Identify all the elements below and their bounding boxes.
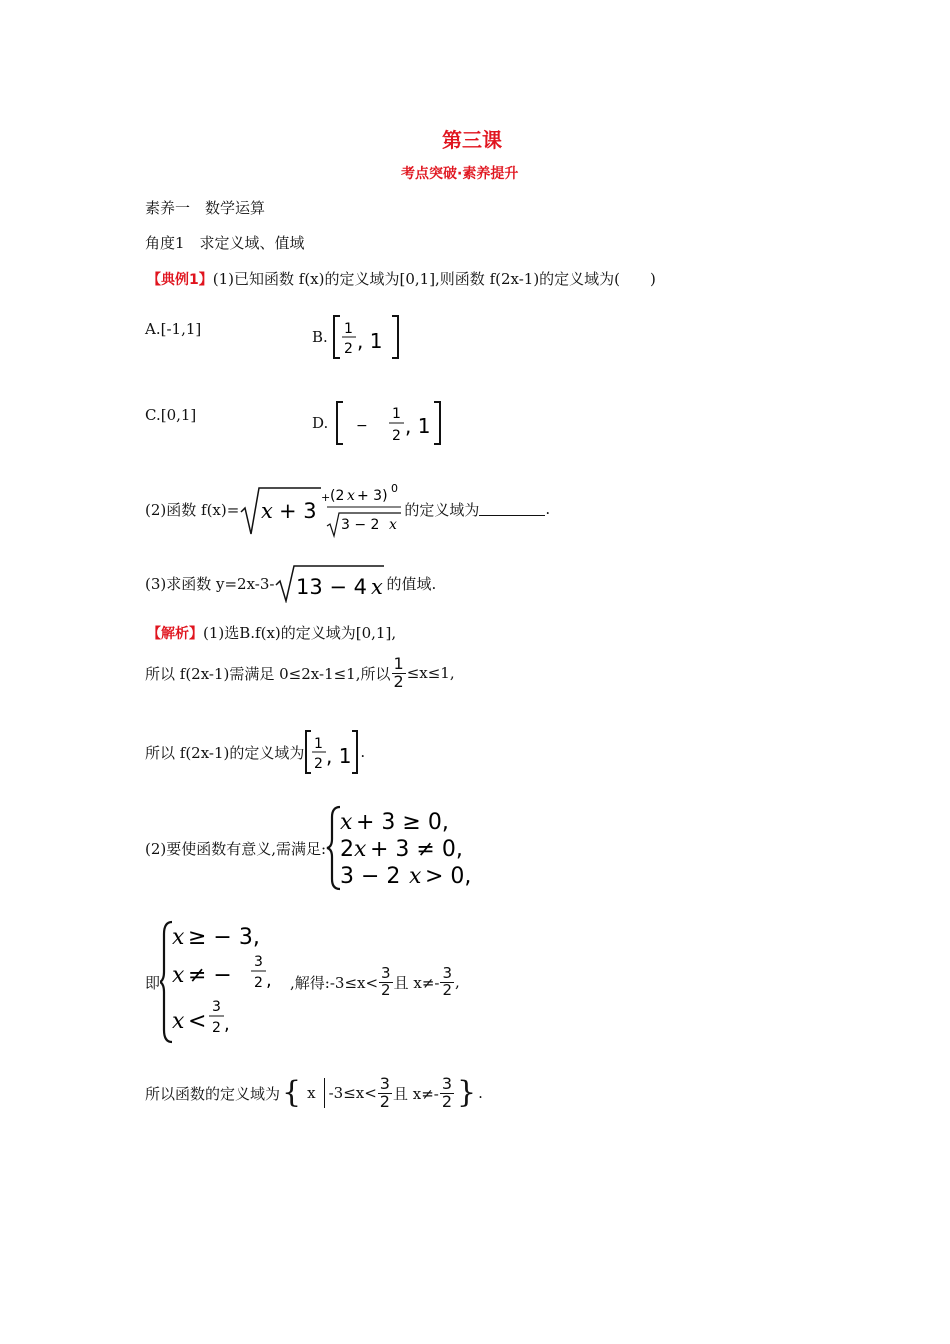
svg-text:≠ −: ≠ −	[188, 963, 232, 988]
svg-text:,: ,	[266, 970, 272, 991]
example1-q3: (3)求函数 y=2x-3- 13 − 4 x 的值域.	[145, 563, 436, 603]
svg-text:3: 3	[254, 954, 263, 970]
svg-text:, 1: , 1	[326, 744, 352, 768]
option-a: A.[-1,1]	[145, 320, 202, 338]
svg-text:+ 3): + 3)	[357, 488, 388, 504]
interval-half-one	[332, 313, 402, 361]
svg-text:2: 2	[212, 1020, 221, 1036]
q2-formula	[239, 478, 404, 540]
q3-radical	[274, 563, 386, 603]
svg-text:3: 3	[212, 999, 221, 1015]
fraction-one-half: $\frac{1}{2}$	[393, 654, 404, 691]
svg-text:+ 3: + 3	[279, 499, 317, 523]
solution-tag: 【解析】	[147, 626, 203, 642]
svg-text:x: x	[371, 575, 384, 599]
svg-text:<: <	[188, 1009, 207, 1034]
solution-line6: 所以函数的定义域为 { x -3≤x< $\frac{3}{2}$ 且 x≠- $\frac{3}{2}$ } .	[145, 1074, 483, 1111]
svg-text:x: x	[261, 499, 274, 523]
svg-text:1: 1	[343, 321, 353, 337]
svg-text:> 0,: > 0,	[425, 864, 472, 889]
page-title: 第三课	[442, 128, 502, 152]
sys1-row3: 3 − 2	[340, 864, 401, 889]
svg-text:13 − 4: 13 − 4	[296, 575, 368, 599]
set-divider	[324, 1078, 325, 1108]
solution-line2: 所以 f(2x-1)需满足 0≤2x-1≤1,所以 $\frac{1}{2}$ ≤x≤1,	[145, 654, 455, 691]
svg-text:x: x	[354, 837, 367, 862]
svg-text:2: 2	[343, 341, 353, 357]
answer-blank	[479, 503, 545, 516]
right-brace: }	[457, 1075, 477, 1111]
page-subtitle: 考点突破·素养提升	[401, 166, 519, 182]
svg-text:,: ,	[224, 1014, 230, 1035]
svg-text:2: 2	[340, 837, 355, 862]
solution-line5: 即 x ≥ − 3, x ≠ − 3 2 , x < 3 2 , ,解得:-3≤x< $\frac{3}{2}$ 且 x≠- $\frac{3}{2}$ ,	[145, 920, 460, 1044]
svg-text:x: x	[172, 925, 185, 950]
sys1-row2: + 3 ≠ 0,	[370, 837, 463, 862]
inequality-system-1	[326, 805, 486, 891]
solution-line4: (2)要使函数有意义,需满足: x + 3 ≥ 0, 2 x + 3 ≠ 0, 3 − 2 x > 0,	[145, 805, 486, 891]
example-tag: 【典例1】	[147, 272, 213, 288]
svg-text:2: 2	[314, 756, 324, 772]
svg-text:(2: (2	[330, 488, 345, 504]
svg-text:x: x	[347, 488, 356, 504]
svg-text:≥ − 3,: ≥ − 3,	[188, 925, 260, 950]
interval-half-one-result	[304, 728, 360, 776]
option-b: B. 1 2 , 1	[312, 313, 402, 361]
svg-text:0: 0	[391, 482, 399, 495]
fraction-three-halves: $\frac{3}{2}$	[441, 1074, 453, 1111]
svg-text:x: x	[409, 864, 422, 889]
svg-text:x: x	[172, 1009, 185, 1034]
svg-text:−: −	[356, 418, 368, 434]
solution-line3: 所以 f(2x-1)的定义域为 1 2 , 1 .	[145, 728, 365, 776]
svg-text:x: x	[172, 963, 185, 988]
example1-q2: (2)函数 f(x)= x + 3 + (2 x + 3) 0 3 − 2 x 的定义域为 .	[145, 478, 550, 540]
solution-line1: 【解析】(1)选B.f(x)的定义域为[0,1],	[147, 624, 397, 642]
svg-text:x: x	[389, 517, 398, 533]
svg-text:, 1: , 1	[405, 414, 431, 438]
inequality-system-2	[160, 920, 290, 1044]
interval-neg-half-one	[334, 398, 444, 448]
sys1-row1: + 3 ≥ 0,	[356, 810, 449, 835]
svg-text:x: x	[340, 810, 353, 835]
fraction-three-halves: $\frac{3}{2}$	[381, 963, 391, 999]
section-heading: 素养一 数学运算	[145, 199, 266, 217]
svg-text:2: 2	[392, 428, 402, 444]
svg-text:3 − 2: 3 − 2	[341, 517, 380, 533]
left-brace: {	[282, 1075, 302, 1111]
svg-text:2: 2	[254, 975, 263, 991]
svg-text:1: 1	[314, 736, 324, 752]
option-d: D. − 1 2 , 1	[312, 398, 444, 448]
fraction-three-halves: $\frac{3}{2}$	[379, 1074, 390, 1111]
svg-text:, 1: , 1	[356, 329, 383, 353]
fraction-three-halves: $\frac{3}{2}$	[442, 963, 453, 999]
example1-q1	[147, 268, 656, 289]
svg-text:+: +	[321, 491, 331, 504]
section-subheading: 角度1 求定义域、值域	[145, 234, 305, 252]
option-c: C.[0,1]	[145, 406, 197, 424]
svg-text:1: 1	[392, 406, 402, 422]
q1-text: (1)已知函数 f(x)的定义域为[0,1],则函数 f(2x-1)的定义域为( )	[212, 270, 656, 288]
